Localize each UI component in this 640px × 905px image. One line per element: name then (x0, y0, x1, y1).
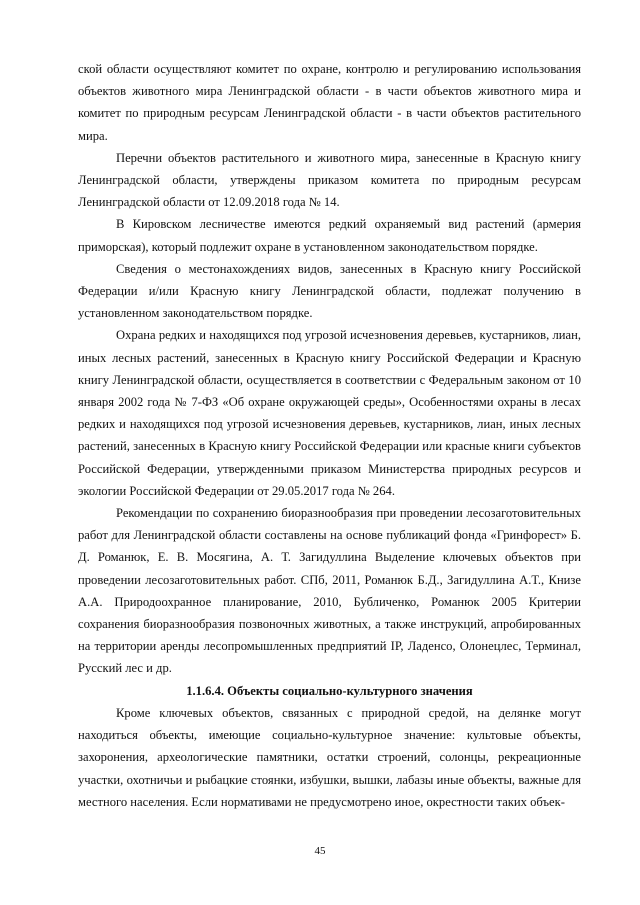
paragraph-biodiversity-recommendations: Рекомендации по сохранению биоразнообразия при проведении лесозаготовительных работ для Ленинградской области составлены на основе публикаций фонда «Гринфорест» Б. Д. Романюк, Е. В. Мосягина, А. Т. Загидуллина Выделение ключевых объектов при проведении лесозаготовительных работ. СПб, 2011, Романюк Б.Д., Загидуллина А.Т., Книзе А.А. Природоохранное планирование, 2010, Бубличенко, Романюк 2005 Критерии сохранения биоразнообразия позвоночных животных, а также инструкций, апробированных на территории аренды лесопромышленных предприятий IP, Ладенсо, Олонецлес, Терминал, Русский лес и др. (78, 506, 581, 676)
paragraph-red-book-lists: Перечни объектов растительного и животного мира, занесенные в Красную книгу Ленинградской области, утверждены приказом комитета по природным ресурсам Ленинградской области от 12.09.2018 года № 14. (78, 150, 581, 210)
paragraph-protection-law: Охрана редких и находящихся под угрозой исчезновения деревьев, кустарников, лиан, иных лесных растений, занесенных в Красную книгу Российской Федерации и Красную книгу Ленинградской области, осуществляется в соответствии с Федеральным законом от 10 января 2002 года № 7-ФЗ «Об охране окружающей среды», Особенностями охраны в лесах редких и находящихся под угрозой исчезновения деревьев, кустарников, лиан, иных лесных растений, занесенных в Красную книгу Российской Федерации или красные книги субъектов Российской Федерации, утвержденными приказом Министерства природных ресурсов и экологии Российской Федерации от 29.05.2017 года № 264. (78, 328, 581, 498)
paragraph-continuation: ской области осуществляют комитет по охране, контролю и регулированию использования объектов животного мира Ленинградской области - в части объектов животного мира и комитет по природным ресурсам Ленинградской области - в части объектов растительного мира. (78, 62, 581, 143)
paragraph-social-cultural-objects: Кроме ключевых объектов, связанных с природной средой, на делянке могут находиться объекты, имеющие социально-культурное значение: культовые объекты, захоронения, археологические памятники, остатки строений, солонцы, рекреационные участки, охотничьи и рыбацкие стоянки, избушки, вышки, лабазы иные объекты, важные для местного населения. Если нормативами не предусмотрено иное, окрестности таких объек- (78, 705, 581, 809)
paragraph-locations-info: Сведения о местонахождениях видов, занесенных в Красную книгу Российской Федерации и/или Красную книгу Ленинградской области, подлежат получению в установленном законодательством порядке. (78, 261, 581, 321)
page-number: 45 (314, 845, 326, 857)
paragraph-kirov-forestry: В Кировском лесничестве имеются редкий охраняемый вид растений (армерия приморская), который подлежит охране в установленном законодательством порядке. (78, 217, 581, 254)
document-page (78, 58, 581, 813)
section-heading: 1.1.6.4. Объекты социально-культурного значения (186, 683, 473, 698)
